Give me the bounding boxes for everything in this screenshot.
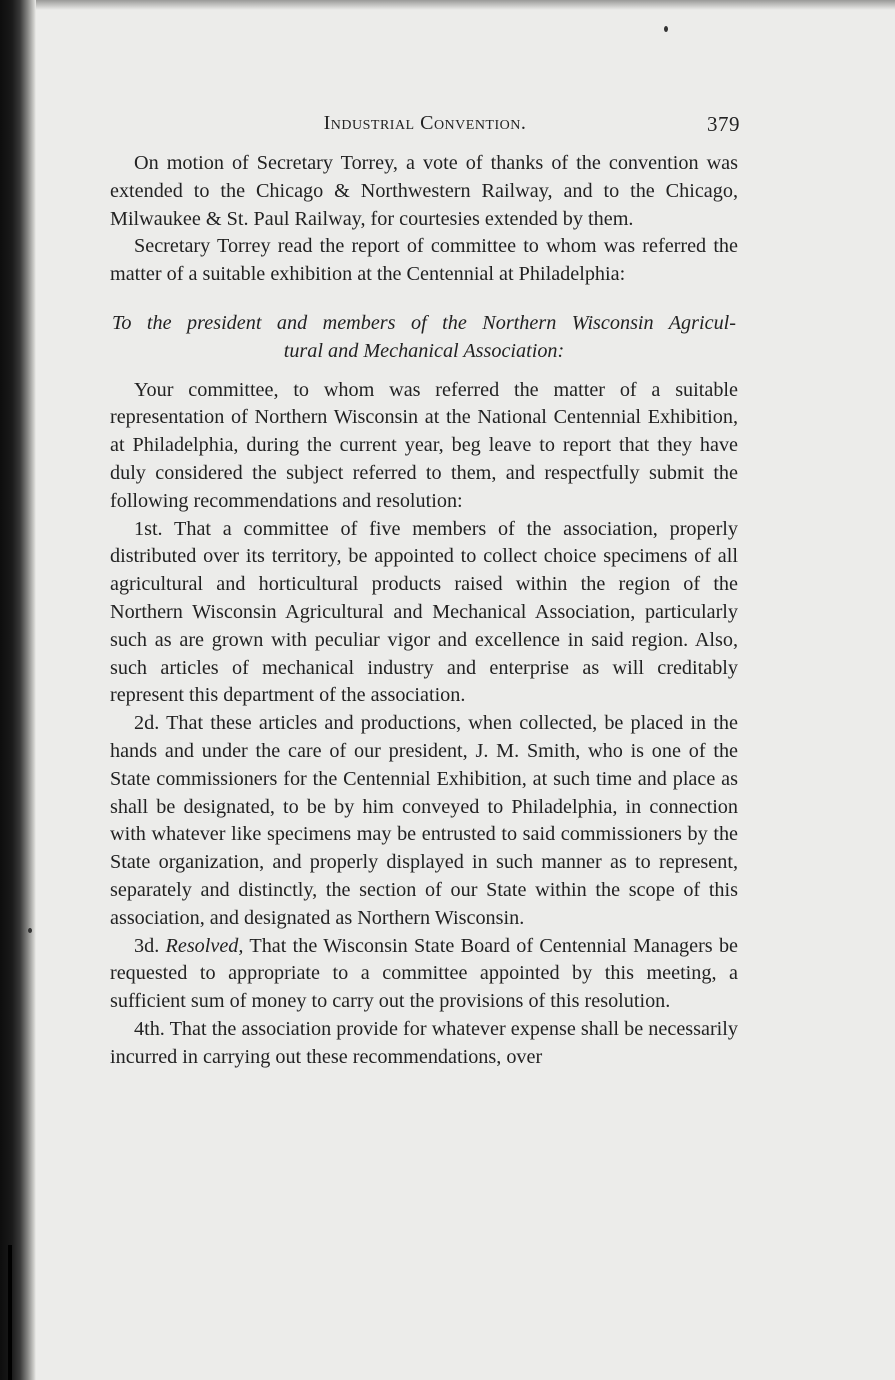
paragraph-third-recommendation — [110, 933, 738, 1016]
paragraph-vote-of-thanks: On motion of Secretary Torrey, a vote of thanks of the convention was extended to the Chicago & Northwestern Railway, and to the Chicago, Milwaukee & St. Paul Railway, for courtesies extended by them. — [110, 152, 738, 230]
report-address — [110, 310, 738, 366]
paragraph-fourth-recommendation: 4th. That the association provide for whatever expense shall be necessarily incurred in carrying out these recommendations, over — [110, 1017, 738, 1068]
speck-mark — [664, 26, 668, 32]
paragraph-first-recommendation: 1st. That a committee of five members of the association, properly distributed over its territory, be appointed to collect choice specimens of all agricultural and horticultural products raised within the region of the Northern Wisconsin Agricultural and Mechanical Association, particularly such as are grown with peculiar vigor and excellence in said region. Also, such articles of mechanical industry and enterprise as will creditably represent this department of the association. — [110, 517, 738, 707]
paragraph-committee-report: Your committee, to whom was referred the matter of a suitable representation of Northern Wisconsin at the National Centennial Exhibition, at Philadelphia, during the current year, beg leave to report that they have duly considered the subject referred to them, and respectfully submit the following recommendations and resolution: — [110, 378, 738, 512]
page-number: 379 — [707, 112, 740, 136]
page-top-shadow — [0, 0, 895, 10]
resolution-text: That the Wisconsin State Board of Centennial Managers be requested to appropriate to a committee appointed by this meeting, a sufficient sum of money to carry out the provisions of this resolution. — [110, 934, 739, 1013]
running-title: Industrial Convention. — [323, 112, 527, 134]
paragraph-second-recommendation: 2d. That these articles and productions, when collected, be placed in the hands and under the care of our president, J. M. Smith, who is one of the State commissioners for the Centennial Exhibition, at such time and place as shall be designated, to be by him conveyed to Philadelphia, in connection with whatever like specimens may be entrusted to said commissioners by the State organization, and properly displayed in such manner as to represent, separately and distinctly, the section of our State within the scope of this association, and designated as Northern Wisconsin. — [110, 712, 738, 929]
paragraph-report-read: Secretary Torrey read the report of committee to whom was referred the matter of a suitable exhibition at the Centennial at Philadelphia: — [110, 235, 738, 286]
book-spine-shadow — [0, 0, 36, 1380]
item-number: 3d. — [134, 934, 166, 957]
speck-mark — [28, 928, 32, 933]
body-text — [110, 150, 738, 1072]
book-spine-edge — [8, 1245, 12, 1380]
running-head — [110, 112, 740, 142]
resolved-label: Resolved, — [165, 934, 244, 957]
address-line: To the president and members of the Northern Wisconsin Agricul- — [112, 311, 736, 334]
address-line: tural and Mechanical Association: — [283, 339, 565, 362]
